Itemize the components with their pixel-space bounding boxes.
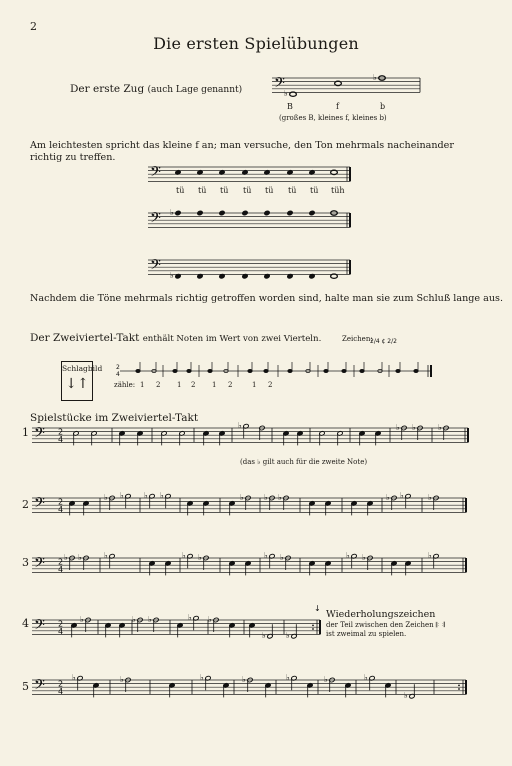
flat-icon: ♭: [264, 551, 268, 561]
flat-icon: ♭: [428, 493, 432, 502]
count-digit: 2: [228, 381, 233, 389]
quarter-note: [242, 210, 248, 215]
flat-icon: ♭: [324, 675, 328, 684]
quarter-note: [264, 210, 270, 215]
count-digit: 2: [268, 381, 273, 389]
page-number: 2: [30, 20, 37, 33]
flat-icon: ♭: [198, 553, 202, 562]
flat-icon: ♭: [120, 675, 124, 684]
flat-icon: ♭: [170, 208, 174, 217]
bass-clef-icon: 𝄢: [150, 256, 161, 277]
count-digit: 2: [191, 381, 196, 389]
flat-icon: ♭: [72, 673, 76, 683]
note-caption: (großes B, kleines f, kleines b): [279, 114, 387, 122]
count-digit: 1: [177, 381, 182, 389]
rhythm-note: [173, 369, 177, 372]
flat-icon: ♭: [240, 493, 244, 502]
quarter-note: [197, 210, 203, 215]
rhythm-note: [208, 369, 212, 372]
syllable: tü: [265, 186, 274, 195]
flat-note: (das ♭ gilt auch für die zweite Note): [240, 458, 368, 466]
flat-icon: ♭: [364, 673, 368, 683]
time-signature-bottom: 4: [58, 505, 64, 515]
repeat-text-1-value: der Teil zwischen den Zeichen: [326, 621, 434, 629]
bass-clef-icon: 𝄢: [34, 616, 45, 637]
repeat-dot: [312, 628, 314, 630]
rhythm-note: [360, 369, 364, 372]
note-name-b-low: B: [287, 102, 293, 111]
quarter-note: [175, 210, 181, 215]
row-number: 5: [22, 680, 29, 693]
flat-icon: ♭: [386, 493, 390, 502]
rhythm-note: [414, 369, 418, 372]
bass-clef-icon: 𝄢: [34, 554, 45, 575]
flat-icon: ♭: [200, 673, 204, 683]
quarter-note: [219, 210, 225, 215]
row-number: 1: [22, 426, 29, 439]
bass-clef-icon: 𝄢: [150, 209, 161, 230]
bass-clef-icon: 𝄢: [150, 163, 161, 184]
bass-clef-icon: 𝄢: [34, 494, 45, 515]
time-signature-bottom: 4: [58, 687, 64, 697]
time-signature-bottom: 4: [58, 435, 64, 445]
syllable: tü: [176, 186, 185, 195]
time-signature-bottom: 4: [58, 627, 64, 637]
flat-icon: ♭: [238, 421, 242, 431]
repeat-dot: [312, 625, 314, 627]
flat-icon: ♭: [160, 491, 164, 501]
intro-paragraph: Am leichtesten spricht das kleine f an; man versuche, den Ton mehrmals nacheinander richtig zu treffen.: [30, 140, 454, 163]
row-number: 3: [22, 556, 29, 569]
flat-icon: ♭: [104, 551, 108, 561]
flat-icon: ♭: [242, 675, 246, 684]
flat-icon: ♭: [286, 631, 290, 641]
flat-icon: ♭: [404, 691, 408, 701]
flat-icon: ♭: [104, 493, 108, 502]
flat-icon: ♭: [80, 615, 84, 624]
bass-clef-icon: 𝄢: [274, 74, 285, 95]
bass-clef-icon: 𝄢: [34, 424, 45, 445]
flat-icon: ♭: [262, 631, 266, 641]
section2-title: Der Zweiviertel-Takt: [30, 332, 140, 344]
rhythm-note: [324, 369, 328, 372]
rhythm-note: [136, 369, 140, 372]
syllable: tü: [243, 186, 252, 195]
after-paragraph: Nachdem die Töne mehrmals richtig getroffen worden sind, halte man sie zum Schluß lange aus.: [30, 293, 504, 304]
flat-icon: ♭: [346, 551, 350, 561]
repeat-dot: [458, 688, 460, 690]
bass-clef-icon: 𝄢: [34, 676, 45, 697]
repeat-text-2: ist zweimal zu spielen.: [326, 630, 407, 638]
syllable: tü: [288, 186, 297, 195]
flat-icon: ♭: [284, 89, 288, 99]
count-digit: 1: [212, 381, 217, 389]
rhythm-note: [396, 369, 400, 372]
repeat-dot: [458, 685, 460, 687]
flat-icon: ♭: [144, 491, 148, 501]
flat-icon: ♭: [412, 423, 416, 432]
section3-title: Spielstücke im Zweiviertel-Takt: [30, 412, 199, 424]
time-signature-top: 2: [58, 427, 64, 437]
repeat-title: Wiederholungszeichen: [326, 609, 436, 620]
syllable: tü: [220, 186, 229, 195]
flat-icon: ♭: [438, 423, 442, 432]
section1-title-note: (auch Lage genannt): [147, 85, 243, 95]
quarter-note: [309, 210, 315, 215]
time-signature-bottom: 4: [116, 371, 120, 378]
row-number: 4: [22, 617, 29, 630]
count-label: zähle:: [114, 381, 136, 389]
note-name-b-high: b: [380, 102, 386, 111]
flat-icon: ♭: [188, 613, 192, 623]
flat-icon: ♭: [428, 551, 432, 561]
section2-text: enthält Noten im Wert von zwei Vierteln.: [142, 334, 322, 344]
count-digit: 1: [140, 381, 145, 389]
rhythm-note: [342, 369, 346, 372]
time-signature-top: 2: [58, 497, 64, 507]
meter-signs-icon: 2/4 ¢ 2/2: [370, 338, 397, 345]
flat-icon: ♭: [278, 493, 282, 502]
flat-icon: ♭: [400, 491, 404, 501]
row-number: 2: [22, 498, 29, 511]
beat-arrows-icon: ↓↑: [65, 376, 89, 392]
rhythm-note: [187, 369, 191, 372]
syllable: tü: [198, 186, 207, 195]
flat-icon: ♭: [170, 271, 174, 281]
note-name-f: f: [336, 102, 339, 111]
flat-icon: ♭: [148, 615, 152, 624]
flat-icon: ♭: [264, 493, 268, 502]
rhythm-note: [264, 369, 268, 372]
flat-icon: ♭: [280, 553, 284, 562]
flat-icon: ♭: [132, 615, 136, 624]
rhythm-note: [248, 369, 252, 372]
flat-icon: ♭: [396, 423, 400, 432]
count-digit: 1: [252, 381, 257, 389]
flat-icon: ♭: [64, 553, 68, 562]
rhythm-note: [288, 369, 292, 372]
flat-icon: ♭: [120, 491, 124, 501]
count-digit: 2: [156, 381, 161, 389]
repeat-sign-icon: 𝄆 𝄇: [435, 621, 445, 629]
flat-icon: ♭: [286, 673, 290, 683]
repeat-arrow-icon: ↓: [314, 604, 321, 613]
time-signature-top: 2: [58, 619, 64, 629]
flat-icon: ♭: [208, 615, 212, 624]
schlagbild-label: Schlagbild: [62, 364, 103, 373]
time-signature-bottom: 4: [58, 565, 64, 575]
section1-title: Der erste Zug: [70, 83, 145, 95]
page-title: Die ersten Spielübungen: [153, 34, 359, 53]
time-signature-top: 2: [116, 364, 120, 371]
syllable: tüh: [331, 186, 345, 195]
time-signature-top: 2: [58, 557, 64, 567]
flat-icon: ♭: [373, 73, 377, 82]
syllable: tü: [310, 186, 319, 195]
flat-icon: ♭: [78, 553, 82, 562]
zeichen-label: Zeichen:: [342, 335, 373, 343]
flat-icon: ♭: [182, 551, 186, 561]
time-signature-top: 2: [58, 679, 64, 689]
quarter-note: [287, 210, 293, 215]
flat-icon: ♭: [362, 553, 366, 562]
